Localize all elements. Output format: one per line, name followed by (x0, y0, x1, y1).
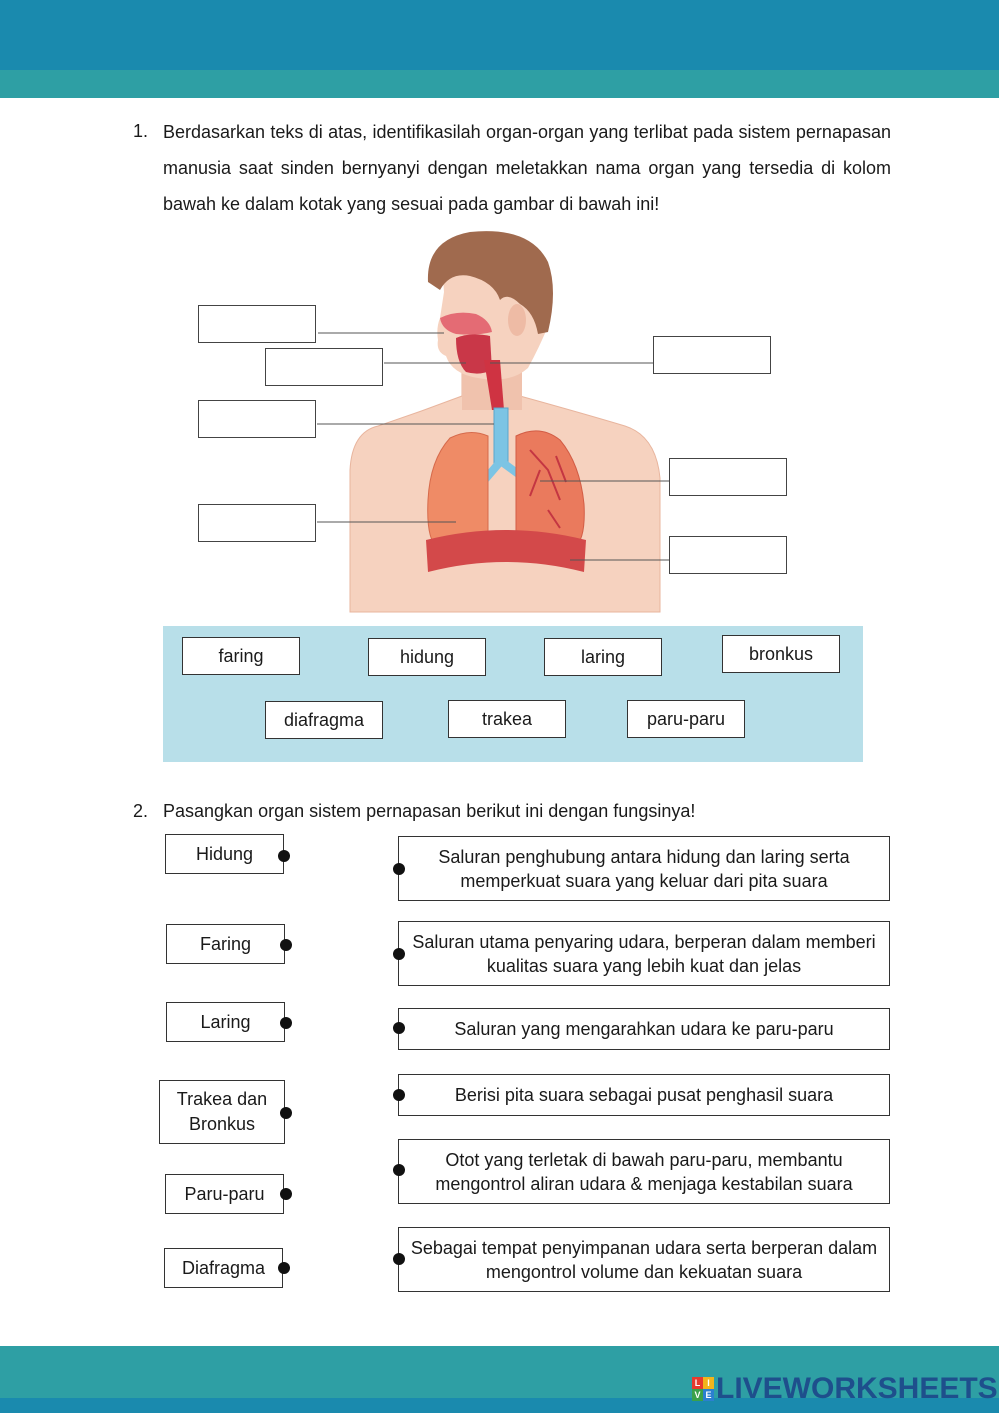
function-box-2: Saluran utama penyaring udara, berperan dalam memberi kualitas suara yang lebih kuat dan jelas (398, 921, 890, 986)
question-1-text: Berdasarkan teks di atas, identifikasilah organ-organ yang terlibat pada sistem pernapasan manusia saat sinden bernyanyi dengan meletakkan nama organ yang tersedia di kolom bawah ke dalam kotak yang sesuai pada gambar di bawah ini! (163, 122, 891, 214)
match-dot-function-2[interactable] (393, 948, 405, 960)
match-dot-function-6[interactable] (393, 1253, 405, 1265)
word-chip-laring[interactable]: laring (544, 638, 662, 676)
function-box-4: Berisi pita suara sebagai pusat penghasil suara (398, 1074, 890, 1116)
organ-laring: Laring (166, 1002, 285, 1042)
label-box-lungs[interactable] (198, 504, 316, 542)
question-2-text: Pasangkan organ sistem pernapasan berikut ini dengan fungsinya! (163, 801, 696, 821)
match-dot-function-3[interactable] (393, 1022, 405, 1034)
label-box-nose[interactable] (198, 305, 316, 343)
word-chip-bronkus[interactable]: bronkus (722, 635, 840, 673)
label-box-trachea[interactable] (198, 400, 316, 438)
match-dot-function-1[interactable] (393, 863, 405, 875)
question-1-number: 1. (133, 121, 149, 141)
logo-mark-letter: E (703, 1389, 714, 1401)
organ-faring: Faring (166, 924, 285, 964)
logo-mark-letter: I (703, 1377, 714, 1389)
match-dot-laring[interactable] (280, 1017, 292, 1029)
word-chip-trakea[interactable]: trakea (448, 700, 566, 738)
function-box-3: Saluran yang mengarahkan udara ke paru-paru (398, 1008, 890, 1050)
organ-hidung: Hidung (165, 834, 284, 874)
word-chip-hidung[interactable]: hidung (368, 638, 486, 676)
match-dot-hidung[interactable] (278, 850, 290, 862)
logo-text: LIVEWORKSHEETS (716, 1372, 998, 1405)
word-chip-paru-paru[interactable]: paru-paru (627, 700, 745, 738)
organ-paru-paru: Paru-paru (165, 1174, 284, 1214)
label-box-bronchus[interactable] (669, 458, 787, 496)
label-box-pharynx[interactable] (265, 348, 383, 386)
live-logo-icon (692, 1377, 714, 1401)
question-2-number: 2. (133, 801, 149, 821)
label-box-larynx[interactable] (653, 336, 771, 374)
match-dot-trakea-bronkus[interactable] (280, 1107, 292, 1119)
word-bank (163, 626, 863, 762)
match-dot-function-5[interactable] (393, 1164, 405, 1176)
label-box-diaphragm[interactable] (669, 536, 787, 574)
respiratory-system-illustration (0, 0, 999, 640)
function-box-1: Saluran penghubung antara hidung dan laring serta memperkuat suara yang keluar dari pita suara (398, 836, 890, 901)
match-dot-paru-paru[interactable] (280, 1188, 292, 1200)
organ-trakea-bronkus: Trakea dan Bronkus (159, 1080, 285, 1144)
match-dot-faring[interactable] (280, 939, 292, 951)
word-chip-diafragma[interactable]: diafragma (265, 701, 383, 739)
liveworksheets-logo (692, 1372, 998, 1406)
organ-diafragma: Diafragma (164, 1248, 283, 1288)
logo-mark-letter: L (692, 1377, 703, 1389)
match-dot-diafragma[interactable] (278, 1262, 290, 1274)
function-box-5: Otot yang terletak di bawah paru-paru, membantu mengontrol aliran udara & menjaga kestabilan suara (398, 1139, 890, 1204)
word-chip-faring[interactable]: faring (182, 637, 300, 675)
match-dot-function-4[interactable] (393, 1089, 405, 1101)
logo-mark-letter: V (692, 1389, 703, 1401)
function-box-6: Sebagai tempat penyimpanan udara serta berperan dalam mengontrol volume dan kekuatan suara (398, 1227, 890, 1292)
